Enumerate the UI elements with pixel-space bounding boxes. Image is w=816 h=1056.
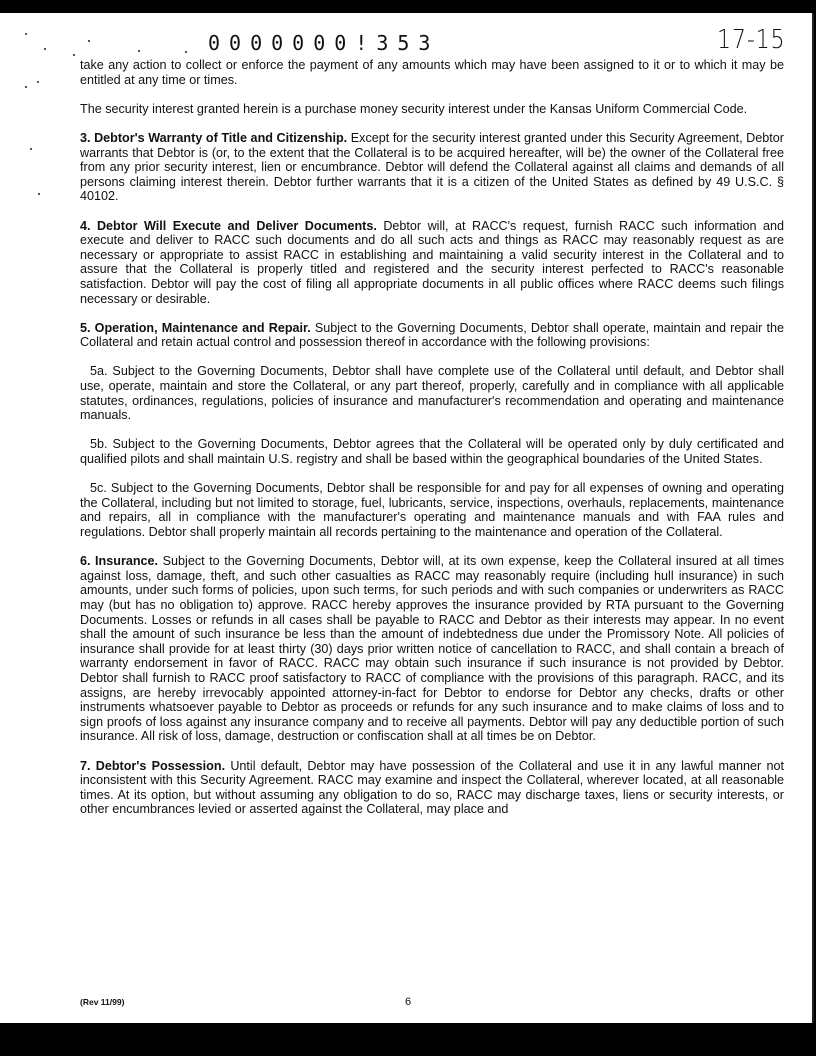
scan-speck bbox=[44, 48, 46, 50]
paragraph-continuation: take any action to collect or enforce the payment of any amounts which may have been assigned to it or to which it may be entitled at any time or times. bbox=[80, 58, 784, 87]
section-5c: 5c. Subject to the Governing Documents, Debtor shall be responsible for and pay for all expenses of owning and operating the Collateral, including but not limited to storage, fuel, lubricants, service, inspections, overhauls, replacements, maintenance and repairs, all in compliance with the manufacturer's operating and maintenance manuals and with FAA rules and regulations. Debtor shall properly maintain all records pertaining to the maintenance and operation of the Collateral. bbox=[80, 481, 784, 539]
scan-speck bbox=[73, 54, 75, 56]
page-number: 6 bbox=[405, 996, 412, 1008]
section-5b: 5b. Subject to the Governing Documents, Debtor agrees that the Collateral will be operated only by duly certificated and qualified pilots and shall maintain U.S. registry and shall be based within the geographical boundaries of the United States. bbox=[80, 437, 784, 467]
scan-speck bbox=[25, 33, 27, 35]
section-7-heading: 7. Debtor's Possession. bbox=[80, 758, 226, 773]
section-4-heading: 4. Debtor Will Execute and Deliver Documents. bbox=[80, 218, 377, 233]
scan-speck bbox=[30, 148, 32, 150]
section-3-text: Except for the security interest granted under this Security Agreement, Debtor warrants that Debtor is (or, to the extent that the Collateral is to be acquired hereafter, will be) the owner of the Collateral free from any prior security interest, lien or encumbrance. Debtor will defend the Collateral against all claims and demands of all persons claiming interest therein. Debtor further warrants that it is a citizen of the United States as defined by 49 U.S.C. § 40102. bbox=[80, 130, 784, 204]
section-5-text: Subject to the Governing Documents, Debtor shall operate, maintain and repair the Collateral and retain actual control and possession thereof in accordance with the following provisions: bbox=[80, 320, 784, 350]
section-3-heading: 3. Debtor's Warranty of Title and Citizenship. bbox=[80, 130, 348, 145]
section-7 bbox=[80, 759, 784, 817]
revision-label: (Rev 11/99) bbox=[80, 997, 125, 1007]
section-6-heading: 6. Insurance. bbox=[80, 554, 159, 569]
scan-speck bbox=[138, 50, 140, 52]
section-5-heading: 5. Operation, Maintenance and Repair. bbox=[80, 320, 311, 335]
scan-speck bbox=[88, 40, 90, 42]
scan-speck bbox=[37, 81, 39, 83]
section-7-text: Until default, Debtor may have possession of the Collateral and use it in any lawful manner not inconsistent with this Security Agreement. RACC may examine and inspect the Collateral, wherever located, at all reasonable times. At its option, but without assuming any obligation to do so, RACC may discharge taxes, liens or security interests, or other encumbrances levied or asserted against the Collateral, may place and bbox=[80, 758, 784, 817]
section-4-text: Debtor will, at RACC's request, furnish RACC such information and execute and deliver to RACC such documents and do all such acts and things as RACC may reasonably request as are necessary or appropriate to assist RACC in establishing and maintaining a valid security interest in the Collateral and to assure that the Collateral is properly titled and registered and the security interest perfected to RACC's reasonable satisfaction. Debtor will pay the cost of filing all appropriate documents in all public offices where RACC deems such filings necessary or desirable. bbox=[80, 218, 784, 306]
section-5a: 5a. Subject to the Governing Documents, Debtor shall have complete use of the Collateral until default, and Debtor shall use, operate, maintain and store the Collateral, or any part thereof, properly, carefully and in compliance with all applicable statutes, ordinances, regulations, policies of insurance and manufacturer's recommendation and operating and maintenance manuals. bbox=[80, 364, 784, 423]
scan-speck bbox=[185, 51, 187, 53]
scan-speck bbox=[25, 86, 27, 88]
section-6 bbox=[80, 554, 784, 744]
paragraph-purchase-money: The security interest granted herein is a purchase money security interest under the Kansas Uniform Commercial Code. bbox=[80, 101, 748, 116]
scan-speck bbox=[38, 193, 40, 195]
section-3 bbox=[80, 131, 784, 204]
bates-stamp: 0000000!353 bbox=[208, 31, 440, 55]
handwritten-note: 17-15 bbox=[717, 25, 786, 55]
section-4 bbox=[80, 219, 784, 307]
section-6-text: Subject to the Governing Documents, Debtor will, at its own expense, keep the Collateral insured at all times against loss, damage, theft, and such other casualties as RACC may reasonably require (including hull insurance) in such amounts, under such forms of policies, upon such terms, for such periods and with such companies or underwriters as RACC may (but has no obligation to) approve. RACC hereby approves the insurance provided by RTA pursuant to the Governing Documents. Losses or refunds in all cases shall be payable to RACC and Debtor as their interests may appear. In no event shall the amount of such insurance be less than the amount of indebtedness due under the Promissory Note. All policies of insurance shall provide for at least thirty (30) days prior written notice of cancellation to RACC, and shall contain a breach of warranty endorsement in favor of RACC. RACC may obtain such insurance if such insurance is not provided by Debtor. Debtor shall furnish to RACC proof satisfactory to RACC of compliance with the provisions of this paragraph. RACC, and its assigns, are hereby irrevocably appointed attorney-in-fact for Debtor to endorse for Debtor any checks, drafts or other instruments whatsoever payable to Debtor as proceeds or refunds for any such insurance and to make claims of loss and to sign proofs of loss against any insurance company and to receive all payments. Debtor will pay any deductible portion of such insurance. All risk of loss, damage, destruction or confiscation shall at all times be on Debtor. bbox=[80, 554, 785, 744]
document-page bbox=[0, 13, 814, 1023]
section-5 bbox=[80, 321, 784, 350]
document-body bbox=[80, 58, 784, 831]
